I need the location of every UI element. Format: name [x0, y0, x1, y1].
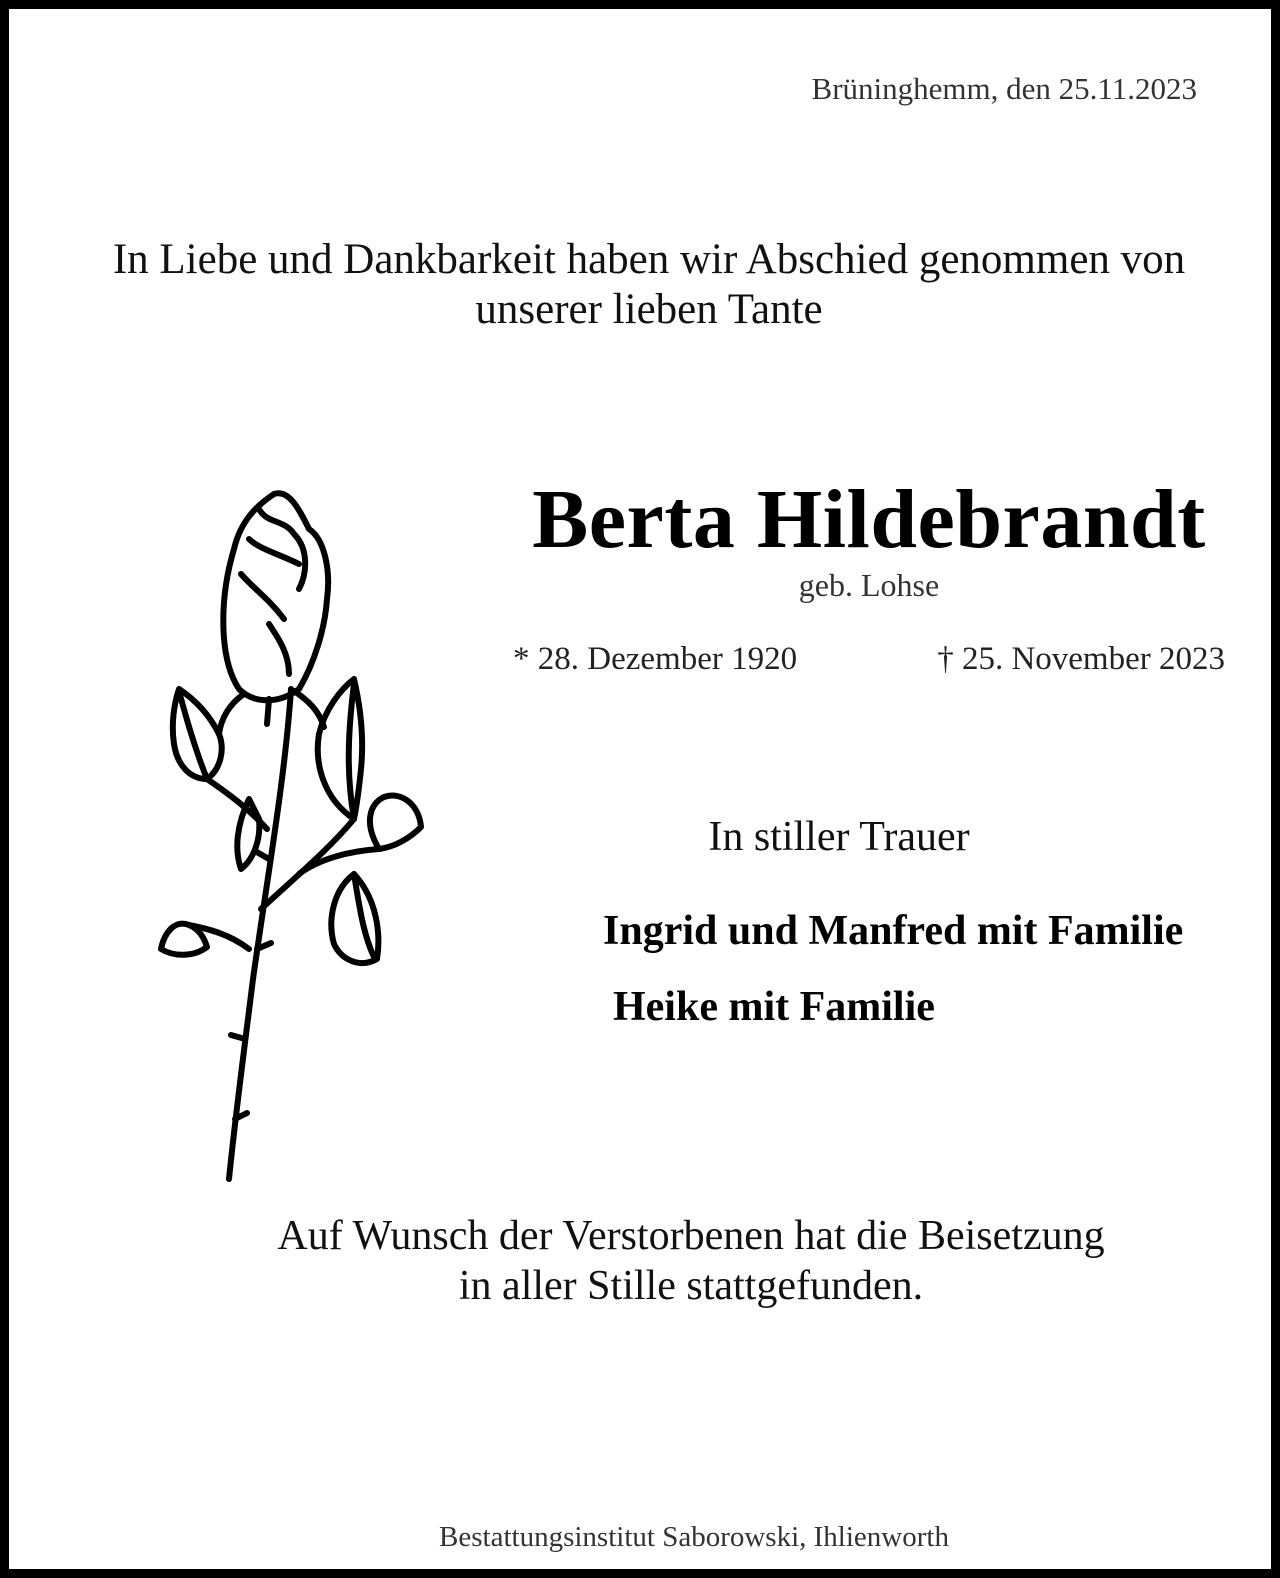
deceased-name: Berta Hildebrandt [532, 473, 1206, 566]
burial-note-line-1: Auf Wunsch der Verstorbenen hat die Beisetzung [277, 1213, 1105, 1259]
maiden-name: geb. Lohse [798, 567, 940, 603]
place-date: Brüninghemm, den 25.11.2023 [811, 71, 1197, 106]
birth-date: * 28. Dezember 1920 [513, 641, 798, 677]
burial-note-line-2: in aller Stille stattgefunden. [458, 1263, 924, 1309]
mourner-name: Heike mit Familie [613, 984, 935, 1030]
mourning-heading: In stiller Trauer [708, 814, 970, 860]
intro-text [29, 235, 1269, 335]
death-date: † 25. November 2023 [937, 641, 1225, 677]
funeral-home: Bestattungsinstitut Saborowski, Ihlienworth [439, 1521, 949, 1553]
burial-note [89, 1211, 1280, 1311]
rose-icon [149, 479, 449, 1189]
intro-line-1: In Liebe und Dankbarkeit haben wir Abschied genommen von [112, 236, 1186, 283]
intro-line-2: unserer lieben Tante [475, 286, 823, 333]
mourner-name: Ingrid und Manfred mit Familie [603, 908, 1184, 954]
